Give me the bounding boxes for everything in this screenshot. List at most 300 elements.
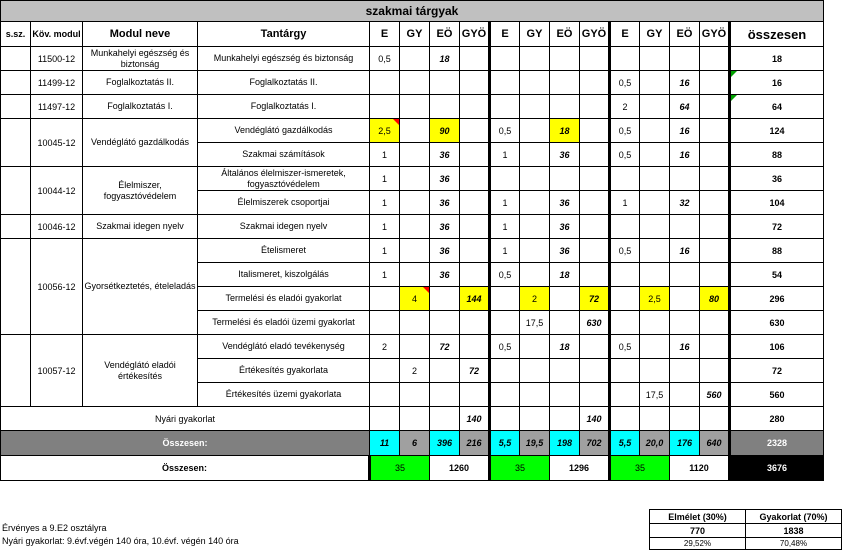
sum-cell: 20,0 [640, 431, 670, 456]
year-hours-total: 1120 [670, 456, 730, 481]
header-col: EÖ [430, 22, 460, 47]
hours-cell [460, 95, 490, 119]
ratio-table [649, 509, 842, 550]
hours-cell [400, 335, 430, 359]
module-code: 11497-12 [31, 95, 83, 119]
hours-cell [430, 407, 460, 431]
hours-cell [580, 263, 610, 287]
module-name: Szakmai idegen nyelv [83, 215, 198, 239]
header-modul-name: Modul neve [83, 22, 198, 47]
hours-cell: 36 [550, 239, 580, 263]
practice-percent: 70,48% [746, 538, 842, 550]
ssz-cell [1, 335, 31, 407]
header-subject: Tantárgy [198, 22, 370, 47]
hours-cell: 0,5 [610, 71, 640, 95]
hours-cell [700, 215, 730, 239]
year-hours-total: 1260 [430, 456, 490, 481]
hours-cell: 72 [580, 287, 610, 311]
hours-cell [640, 71, 670, 95]
year-theory-total: 35 [370, 456, 430, 481]
hours-cell [580, 71, 610, 95]
sum-cell: 5,5 [610, 431, 640, 456]
hours-cell [700, 71, 730, 95]
subject-row [1, 47, 824, 71]
module-name: Vendéglátó eladói értékesítés [83, 335, 198, 407]
hours-cell [610, 215, 640, 239]
hours-cell [700, 239, 730, 263]
hours-cell [460, 47, 490, 71]
sum-cell: 702 [580, 431, 610, 456]
hours-cell: 1 [490, 143, 520, 167]
total-cell: 54 [730, 263, 824, 287]
hours-cell [580, 239, 610, 263]
hours-cell [490, 287, 520, 311]
module-code: 10057-12 [31, 335, 83, 407]
subject-row [1, 119, 824, 143]
hours-cell [640, 191, 670, 215]
hours-cell [490, 167, 520, 191]
hours-cell: 0,5 [490, 263, 520, 287]
title-row [1, 1, 824, 22]
hours-cell: 36 [430, 191, 460, 215]
hours-cell: 36 [430, 167, 460, 191]
hours-cell [370, 287, 400, 311]
header-col: E [490, 22, 520, 47]
hours-cell [400, 95, 430, 119]
hours-cell: 1 [370, 191, 400, 215]
ssz-cell [1, 47, 31, 71]
hours-cell [520, 71, 550, 95]
subject-name: Szakmai idegen nyelv [198, 215, 370, 239]
subject-row [1, 71, 824, 95]
hours-cell [400, 215, 430, 239]
hours-cell [640, 263, 670, 287]
hours-cell: 144 [460, 287, 490, 311]
hours-cell [700, 191, 730, 215]
header-col: E [610, 22, 640, 47]
hours-cell: 32 [670, 191, 700, 215]
total-cell: 560 [730, 383, 824, 407]
hours-cell [700, 359, 730, 383]
subject-name: Vendéglátó eladó tevékenység [198, 335, 370, 359]
hours-cell [430, 287, 460, 311]
hours-cell [490, 95, 520, 119]
hours-cell [580, 47, 610, 71]
ssz-cell [1, 95, 31, 119]
header-col: EÖ [550, 22, 580, 47]
subject-name: Foglalkoztatás II. [198, 71, 370, 95]
hours-cell [460, 167, 490, 191]
total-cell: 106 [730, 335, 824, 359]
subject-row [1, 239, 824, 263]
hours-cell [700, 47, 730, 71]
hours-cell [460, 335, 490, 359]
subject-row [1, 95, 824, 119]
hours-cell: 2 [520, 287, 550, 311]
footnote [2, 522, 239, 548]
hours-cell [640, 119, 670, 143]
hours-cell: 1 [610, 191, 640, 215]
hours-cell [610, 167, 640, 191]
hours-cell [640, 311, 670, 335]
hours-cell [670, 311, 700, 335]
hours-cell: 0,5 [610, 143, 640, 167]
hours-cell [550, 287, 580, 311]
hours-cell [700, 311, 730, 335]
header-col: GY [640, 22, 670, 47]
footnote-line: Érvényes a 9.E2 osztályra [2, 523, 107, 533]
hours-cell [460, 71, 490, 95]
hours-cell: 36 [550, 143, 580, 167]
hours-cell: 16 [670, 335, 700, 359]
subject-row [1, 335, 824, 359]
total-cell: 36 [730, 167, 824, 191]
hours-cell: 1 [370, 239, 400, 263]
hours-cell: 80 [700, 287, 730, 311]
hours-cell [430, 383, 460, 407]
subject-name: Általános élelmiszer-ismeretek, fogyasztóvédelem [198, 167, 370, 191]
hours-cell [520, 263, 550, 287]
total-cell: 630 [730, 311, 824, 335]
hours-cell [580, 119, 610, 143]
hours-cell [400, 143, 430, 167]
hours-cell [430, 311, 460, 335]
hours-cell [640, 143, 670, 167]
subject-name: Szakmai számítások [198, 143, 370, 167]
sum-label: Összesen: [1, 456, 370, 481]
header-total: összesen [730, 22, 824, 47]
hours-cell: 1 [490, 191, 520, 215]
hours-cell: 36 [430, 215, 460, 239]
hours-cell [550, 407, 580, 431]
hours-cell: 18 [550, 119, 580, 143]
hours-cell: 0,5 [490, 119, 520, 143]
hours-cell [520, 335, 550, 359]
hours-cell [580, 191, 610, 215]
hours-cell: 18 [550, 263, 580, 287]
header-row [1, 22, 824, 47]
hours-cell [640, 335, 670, 359]
module-name: Élelmiszer, fogyasztóvédelem [83, 167, 198, 215]
module-name: Vendéglátó gazdálkodás [83, 119, 198, 167]
subject-name: Termelési és eladói üzemi gyakorlat [198, 311, 370, 335]
hours-cell [640, 407, 670, 431]
subject-row [1, 167, 824, 191]
hours-cell [640, 167, 670, 191]
hours-cell [520, 407, 550, 431]
hours-cell: 16 [670, 239, 700, 263]
hours-cell [430, 71, 460, 95]
hours-cell [580, 383, 610, 407]
hours-cell [370, 407, 400, 431]
hours-cell [460, 215, 490, 239]
header-col: EÖ [670, 22, 700, 47]
hours-cell: 2 [370, 335, 400, 359]
hours-cell [550, 167, 580, 191]
ssz-cell [1, 167, 31, 215]
hours-cell [370, 311, 400, 335]
hours-cell [400, 191, 430, 215]
hours-cell [640, 359, 670, 383]
hours-cell [700, 263, 730, 287]
sum-cell: 198 [550, 431, 580, 456]
subject-name: Élelmiszerek csoportjai [198, 191, 370, 215]
total-cell: 72 [730, 359, 824, 383]
practice-value: 1838 [746, 524, 842, 538]
hours-cell [610, 47, 640, 71]
module-name: Foglalkoztatás I. [83, 95, 198, 119]
hours-cell: 0,5 [610, 119, 640, 143]
hours-cell [550, 95, 580, 119]
hours-cell [490, 359, 520, 383]
hours-cell: 16 [670, 143, 700, 167]
hours-cell [370, 71, 400, 95]
year-theory-total: 35 [490, 456, 550, 481]
hours-cell [610, 359, 640, 383]
module-name: Foglalkoztatás II. [83, 71, 198, 95]
hours-cell: 18 [430, 47, 460, 71]
hours-cell [460, 383, 490, 407]
hours-cell [640, 47, 670, 71]
hours-cell [610, 263, 640, 287]
sum-row-1 [1, 431, 824, 456]
hours-cell: 4 [400, 287, 430, 311]
hours-cell: 16 [670, 71, 700, 95]
hours-cell [700, 95, 730, 119]
hours-cell [700, 167, 730, 191]
sum-cell: 11 [370, 431, 400, 456]
theory-label: Elmélet (30%) [650, 510, 746, 524]
hours-cell [460, 239, 490, 263]
ssz-cell [1, 215, 31, 239]
subject-name: Foglalkoztatás I. [198, 95, 370, 119]
hours-cell [520, 239, 550, 263]
hours-cell: 1 [490, 215, 520, 239]
sum-cell: 396 [430, 431, 460, 456]
hours-cell [400, 263, 430, 287]
hours-cell [670, 359, 700, 383]
module-code: 10056-12 [31, 239, 83, 335]
module-code: 10046-12 [31, 215, 83, 239]
hours-cell [640, 95, 670, 119]
subject-row [1, 215, 824, 239]
total-cell: 16 [730, 71, 824, 95]
hours-cell [580, 95, 610, 119]
hours-cell [370, 95, 400, 119]
header-col: GYÖ [700, 22, 730, 47]
module-code: 11499-12 [31, 71, 83, 95]
module-code: 11500-12 [31, 47, 83, 71]
hours-cell [400, 407, 430, 431]
sum-total: 2328 [730, 431, 824, 456]
hours-cell [610, 287, 640, 311]
hours-cell [550, 383, 580, 407]
hours-cell: 36 [550, 191, 580, 215]
hours-cell [490, 47, 520, 71]
hours-cell [520, 359, 550, 383]
hours-cell [400, 383, 430, 407]
header-col: GY [400, 22, 430, 47]
hours-cell [670, 263, 700, 287]
hours-cell [490, 383, 520, 407]
hours-cell [550, 359, 580, 383]
hours-cell [550, 311, 580, 335]
hours-cell [490, 311, 520, 335]
hours-cell: 17,5 [640, 383, 670, 407]
module-name: Munkahelyi egészség és biztonság [83, 47, 198, 71]
hours-cell [520, 95, 550, 119]
hours-cell [520, 215, 550, 239]
hours-cell: 0,5 [610, 335, 640, 359]
hours-cell [460, 143, 490, 167]
footnote-line: Nyári gyakorlat: 9.évf.végén 140 óra, 10.évf. végén 140 óra [2, 536, 239, 546]
sum-cell: 19,5 [520, 431, 550, 456]
year-theory-total: 35 [610, 456, 670, 481]
hours-cell: 1 [370, 143, 400, 167]
hours-cell: 140 [460, 407, 490, 431]
hours-cell [670, 287, 700, 311]
subject-name: Értékesítés üzemi gyakorlata [198, 383, 370, 407]
hours-cell: 36 [550, 215, 580, 239]
hours-cell: 0,5 [490, 335, 520, 359]
hours-cell [400, 167, 430, 191]
hours-cell: 1 [370, 167, 400, 191]
subject-name: Ételismeret [198, 239, 370, 263]
hours-cell [460, 263, 490, 287]
hours-cell: 72 [430, 335, 460, 359]
hours-cell: 140 [580, 407, 610, 431]
theory-value: 770 [650, 524, 746, 538]
summer-practice-label: Nyári gyakorlat [1, 407, 370, 431]
hours-cell [580, 359, 610, 383]
hours-cell [460, 119, 490, 143]
hours-cell [460, 191, 490, 215]
hours-cell [670, 167, 700, 191]
theory-percent: 29,52% [650, 538, 746, 550]
hours-cell [520, 383, 550, 407]
subject-name: Munkahelyi egészség és biztonság [198, 47, 370, 71]
subject-name: Értékesítés gyakorlata [198, 359, 370, 383]
hours-cell [430, 359, 460, 383]
hours-cell [610, 407, 640, 431]
ssz-cell [1, 239, 31, 335]
table-title: szakmai tárgyak [1, 1, 824, 22]
hours-cell: 17,5 [520, 311, 550, 335]
total-cell: 72 [730, 215, 824, 239]
hours-cell [640, 215, 670, 239]
hours-cell [700, 407, 730, 431]
sum-row-2 [1, 456, 824, 481]
header-col: E [370, 22, 400, 47]
hours-cell [400, 239, 430, 263]
hours-cell [670, 47, 700, 71]
hours-cell [670, 215, 700, 239]
hours-cell [580, 143, 610, 167]
sum-cell: 6 [400, 431, 430, 456]
hours-cell: 64 [670, 95, 700, 119]
hours-cell [400, 119, 430, 143]
hours-cell [370, 383, 400, 407]
hours-cell [490, 407, 520, 431]
hours-cell [610, 311, 640, 335]
hours-cell: 2,5 [640, 287, 670, 311]
hours-cell [700, 335, 730, 359]
total-cell: 88 [730, 239, 824, 263]
module-name: Gyorsétkeztetés, ételeladás [83, 239, 198, 335]
header-col: GY [520, 22, 550, 47]
total-cell: 104 [730, 191, 824, 215]
hours-cell: 36 [430, 239, 460, 263]
module-code: 10044-12 [31, 167, 83, 215]
hours-cell: 560 [700, 383, 730, 407]
hours-cell [700, 119, 730, 143]
total-cell: 88 [730, 143, 824, 167]
hours-cell: 0,5 [370, 47, 400, 71]
practice-label: Gyakorlat (70%) [746, 510, 842, 524]
hours-cell [490, 71, 520, 95]
sum-label: Összesen: [1, 431, 370, 456]
hours-cell: 36 [430, 263, 460, 287]
hours-cell: 1 [490, 239, 520, 263]
ssz-cell [1, 71, 31, 95]
module-code: 10045-12 [31, 119, 83, 167]
hours-cell [610, 383, 640, 407]
year-hours-total: 1296 [550, 456, 610, 481]
hours-cell [550, 47, 580, 71]
subject-name: Vendéglátó gazdálkodás [198, 119, 370, 143]
sum-cell: 176 [670, 431, 700, 456]
sum-cell: 216 [460, 431, 490, 456]
header-col: GYÖ [580, 22, 610, 47]
summer-practice-row [1, 407, 824, 431]
total-cell: 18 [730, 47, 824, 71]
hours-cell: 0,5 [610, 239, 640, 263]
total-cell: 124 [730, 119, 824, 143]
hours-cell: 90 [430, 119, 460, 143]
ssz-cell [1, 119, 31, 167]
hours-cell [400, 311, 430, 335]
hours-cell [430, 95, 460, 119]
hours-cell [580, 335, 610, 359]
hours-cell [520, 167, 550, 191]
hours-cell [400, 71, 430, 95]
hours-cell: 1 [370, 215, 400, 239]
hours-cell [370, 359, 400, 383]
hours-cell [520, 191, 550, 215]
hours-cell [520, 47, 550, 71]
sum-cell: 640 [700, 431, 730, 456]
hours-cell: 16 [670, 119, 700, 143]
hours-cell: 1 [370, 263, 400, 287]
hours-cell [400, 47, 430, 71]
subject-name: Termelési és eladói gyakorlat [198, 287, 370, 311]
hours-cell [520, 119, 550, 143]
hours-cell [580, 167, 610, 191]
hours-cell: 630 [580, 311, 610, 335]
hours-cell: 2 [610, 95, 640, 119]
header-modul: Köv. modul [31, 22, 83, 47]
hours-cell: 36 [430, 143, 460, 167]
header-ssz: s.sz. [1, 22, 31, 47]
hours-cell [520, 143, 550, 167]
hours-cell [670, 383, 700, 407]
total-cell: 296 [730, 287, 824, 311]
total-cell: 280 [730, 407, 824, 431]
hours-cell: 72 [460, 359, 490, 383]
hours-cell [580, 215, 610, 239]
hours-cell: 2,5 [370, 119, 400, 143]
total-cell: 64 [730, 95, 824, 119]
